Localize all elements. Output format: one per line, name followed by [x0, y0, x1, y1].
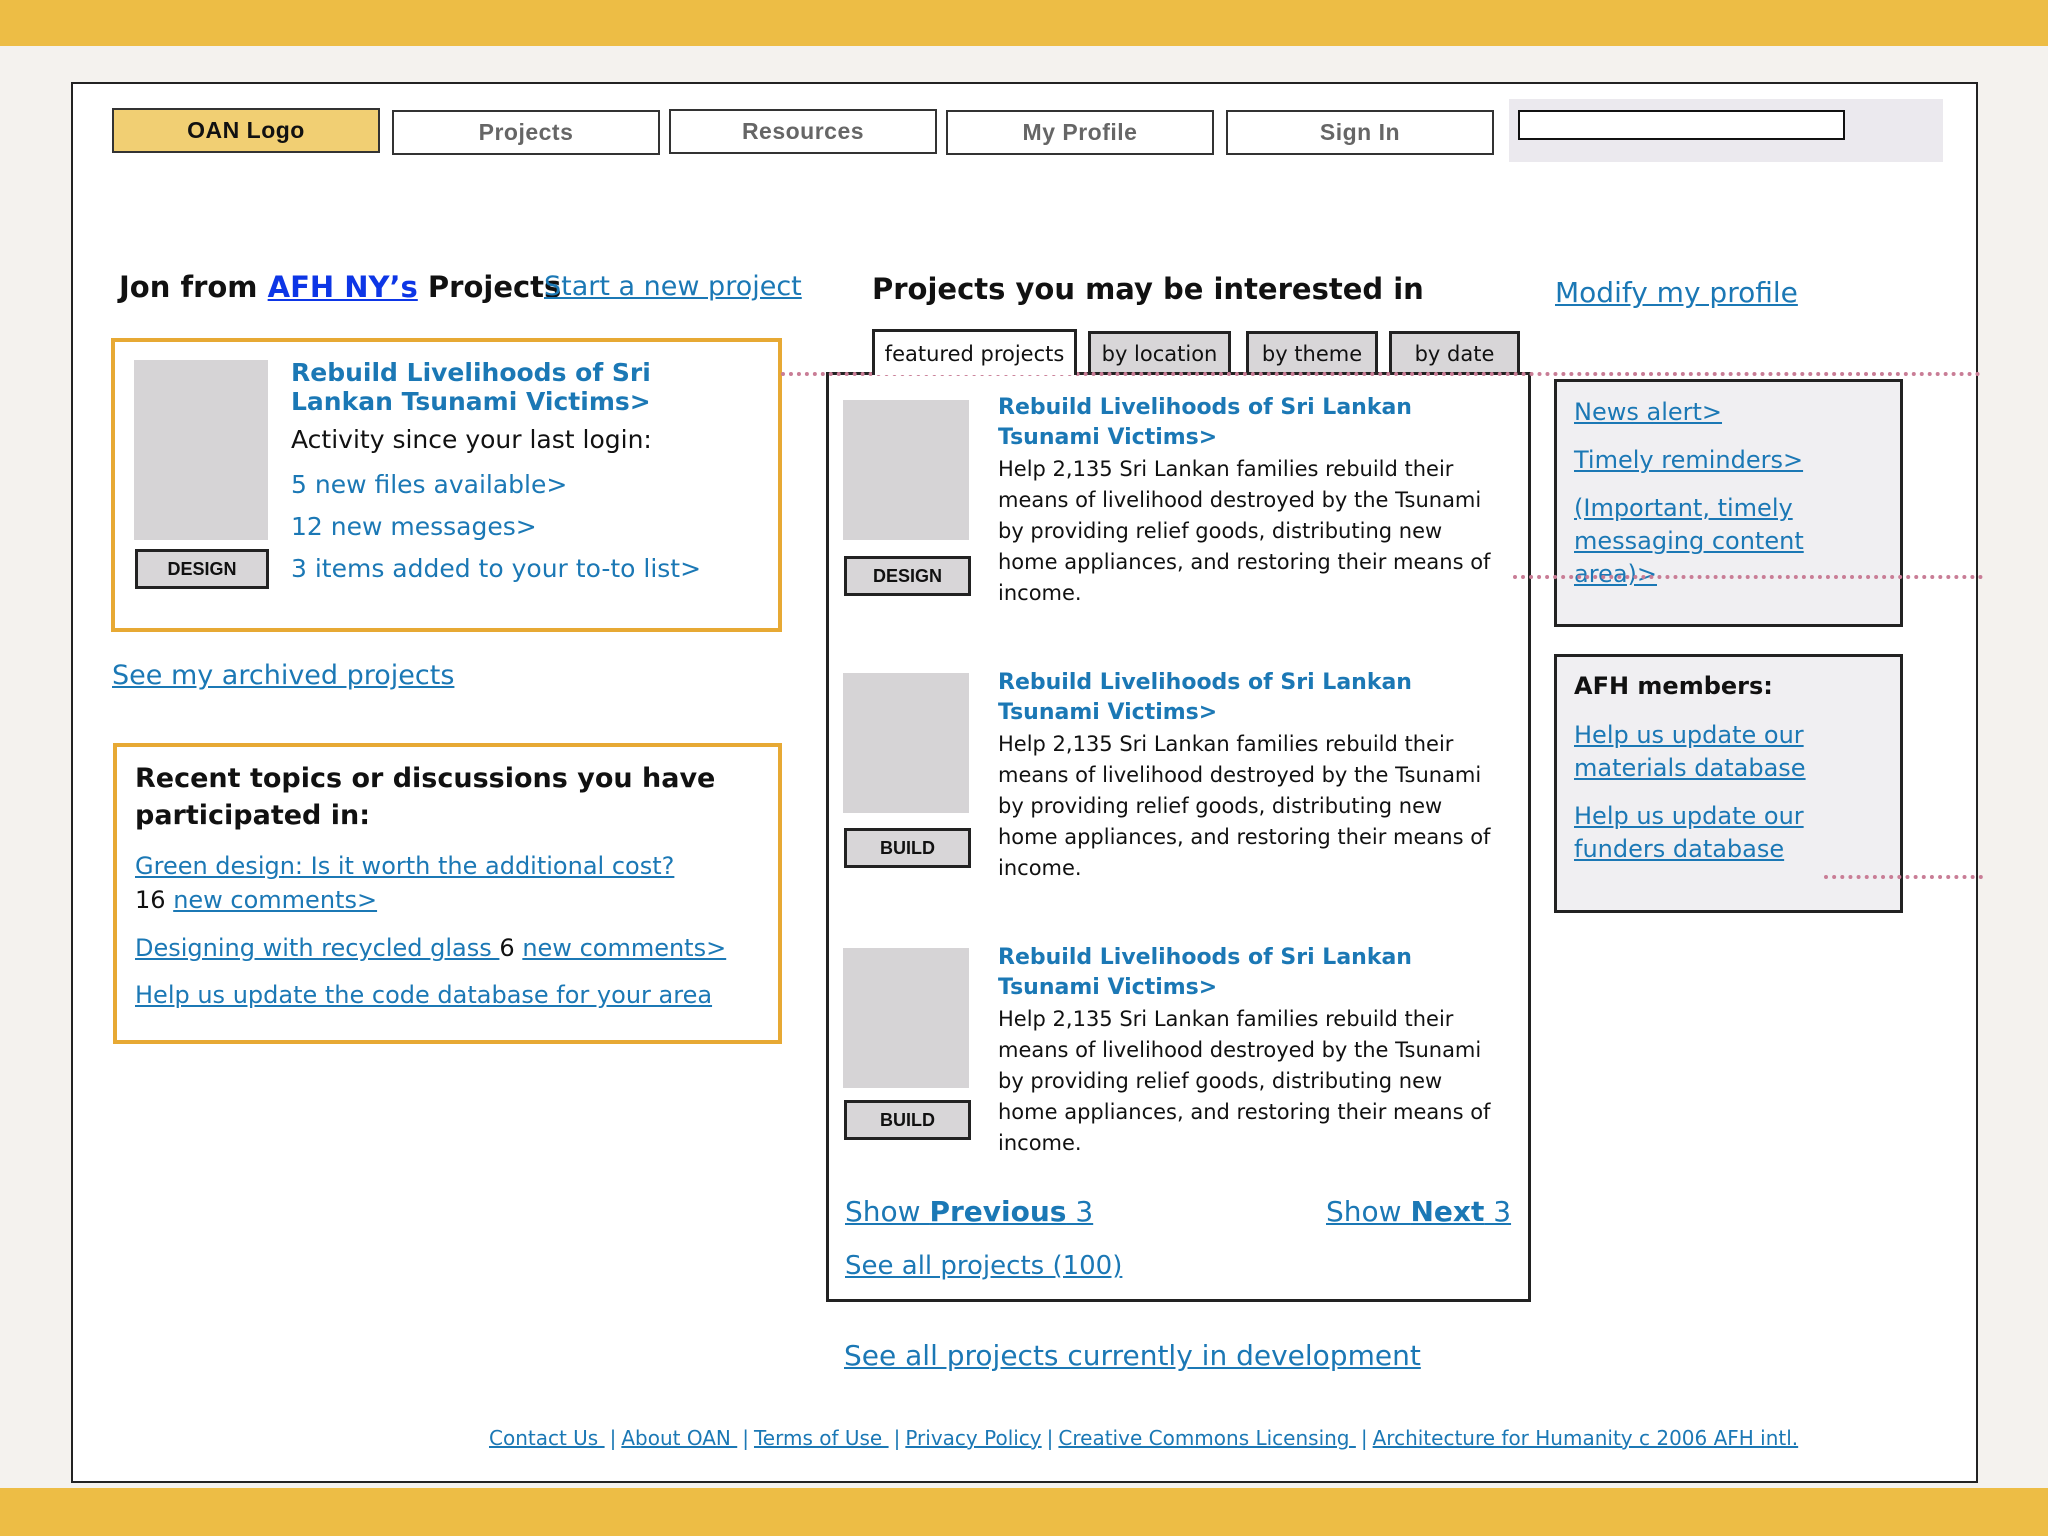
archived-projects-link[interactable]: See my archived projects	[112, 660, 455, 691]
annotation-line	[1824, 875, 1983, 879]
my-project-title-link[interactable]: Rebuild Livelihoods of Sri Lankan Tsunami Victims>	[291, 358, 651, 416]
top-band	[0, 0, 2048, 46]
footer-separator: |	[609, 1426, 617, 1450]
footer-terms-link[interactable]: Terms of Use	[753, 1426, 889, 1450]
interested-heading: Projects you may be interested in	[872, 272, 1424, 306]
modify-profile-link[interactable]: Modify my profile	[1555, 276, 1798, 309]
discussions-title: Recent topics or discussions you have participated in:	[135, 763, 716, 831]
start-new-project-link[interactable]: Start a new project	[544, 271, 802, 302]
timely-reminders-link[interactable]: Timely reminders>	[1574, 446, 1804, 474]
footer-links	[489, 1426, 1798, 1450]
topic-3-link[interactable]: Help us update the code database for your area	[135, 981, 713, 1009]
topic-1-count: 16	[135, 886, 166, 914]
footer-cc-link[interactable]: Creative Commons Licensing	[1058, 1426, 1356, 1450]
show-previous-word: Previous	[929, 1195, 1067, 1228]
topic-1-link[interactable]: Green design: Is it worth the additional cost?	[135, 852, 675, 880]
news-alert-link[interactable]: News alert>	[1574, 398, 1723, 426]
nav-projects-button[interactable]: Projects	[392, 110, 660, 155]
annotation-line	[1513, 575, 1983, 579]
discussion-topic-1	[135, 849, 674, 917]
project-title-link[interactable]: Rebuild Livelihoods of Sri Lankan Tsunami Victims>	[998, 670, 1412, 725]
nav-resources-button[interactable]: Resources	[669, 109, 937, 154]
show-previous-link[interactable]	[845, 1195, 1093, 1228]
discussion-topic-2	[135, 931, 726, 965]
footer-separator: |	[893, 1426, 901, 1450]
footer-separator: |	[1046, 1426, 1054, 1450]
tab-featured-projects[interactable]: featured projects	[872, 329, 1077, 375]
nav-sign-in-button[interactable]: Sign In	[1226, 110, 1494, 155]
footer-separator: |	[742, 1426, 749, 1450]
topic-1-comments-link[interactable]: new comments>	[173, 886, 378, 914]
project-description: Help 2,135 Sri Lankan families rebuild their means of livelihood destroyed by the Tsunami by providing relief goods, distributing new home appliances, and restoring their means of income.	[998, 732, 1491, 880]
tab-by-theme[interactable]: by theme	[1246, 331, 1378, 374]
project-stage-tag: DESIGN	[844, 556, 971, 596]
org-link[interactable]: AFH NY’s	[267, 270, 418, 304]
footer-separator: |	[1360, 1426, 1368, 1450]
footer-privacy-link[interactable]: Privacy Policy	[905, 1426, 1042, 1450]
tab-by-location[interactable]: by location	[1088, 331, 1231, 374]
oan-logo[interactable]: OAN Logo	[112, 108, 380, 153]
footer-contact-link[interactable]: Contact Us	[489, 1426, 605, 1450]
show-next-link[interactable]	[1326, 1195, 1511, 1228]
show-next-word: Next	[1410, 1195, 1485, 1228]
project-stage-tag: BUILD	[844, 1100, 971, 1140]
topic-2-count: 6	[499, 934, 515, 962]
tab-by-date[interactable]: by date	[1389, 331, 1520, 374]
important-messaging-link[interactable]: (Important, timely messaging content area)>	[1574, 494, 1804, 588]
new-messages-link[interactable]: 12 new messages>	[291, 512, 537, 541]
heading-suffix: Projects	[427, 270, 562, 304]
bottom-band	[0, 1488, 2048, 1536]
project-title-link[interactable]: Rebuild Livelihoods of Sri Lankan Tsunami Victims>	[998, 395, 1412, 450]
afh-members-title: AFH members:	[1574, 672, 1773, 700]
topic-2-link[interactable]: Designing with recycled glass	[135, 934, 500, 962]
project-stage-tag: BUILD	[844, 828, 971, 868]
new-files-link[interactable]: 5 new files available>	[291, 470, 568, 499]
show-next-count: 3	[1484, 1195, 1512, 1228]
see-all-projects-link[interactable]: See all projects (100)	[845, 1251, 1123, 1281]
show-next-prefix: Show	[1326, 1195, 1411, 1228]
footer-afh-link[interactable]: Architecture for Humanity c 2006 AFH intl.	[1372, 1426, 1799, 1450]
project-thumbnail	[843, 673, 969, 813]
project-thumbnail	[843, 400, 969, 540]
footer-about-link[interactable]: About OAN	[621, 1426, 738, 1450]
project-description: Help 2,135 Sri Lankan families rebuild their means of livelihood destroyed by the Tsunami by providing relief goods, distributing new home appliances, and restoring their means of income.	[998, 1007, 1491, 1155]
nav-my-profile-button[interactable]: My Profile	[946, 110, 1214, 155]
search-area	[1509, 99, 1943, 162]
activity-label: Activity since your last login:	[291, 425, 652, 454]
update-funders-db-link[interactable]: Help us update our funders database	[1574, 802, 1804, 863]
search-input[interactable]	[1518, 110, 1845, 140]
project-thumbnail	[843, 948, 969, 1088]
my-projects-heading	[119, 270, 561, 304]
update-materials-db-link[interactable]: Help us update our materials database	[1574, 721, 1806, 782]
project-title-link[interactable]: Rebuild Livelihoods of Sri Lankan Tsunami Victims>	[998, 945, 1412, 1000]
project-description: Help 2,135 Sri Lankan families rebuild their means of livelihood destroyed by the Tsunami by providing relief goods, distributing new home appliances, and restoring their means of income.	[998, 457, 1491, 605]
topic-2-comments-link[interactable]: new comments>	[522, 934, 727, 962]
project-thumbnail	[134, 360, 268, 540]
show-previous-count: 3	[1066, 1195, 1094, 1228]
show-previous-prefix: Show	[845, 1195, 930, 1228]
projects-in-development-link[interactable]: See all projects currently in development	[844, 1339, 1421, 1372]
heading-prefix: Jon from	[119, 270, 258, 304]
project-stage-tag: DESIGN	[135, 549, 269, 589]
todo-items-link[interactable]: 3 items added to your to-to list>	[291, 554, 702, 583]
